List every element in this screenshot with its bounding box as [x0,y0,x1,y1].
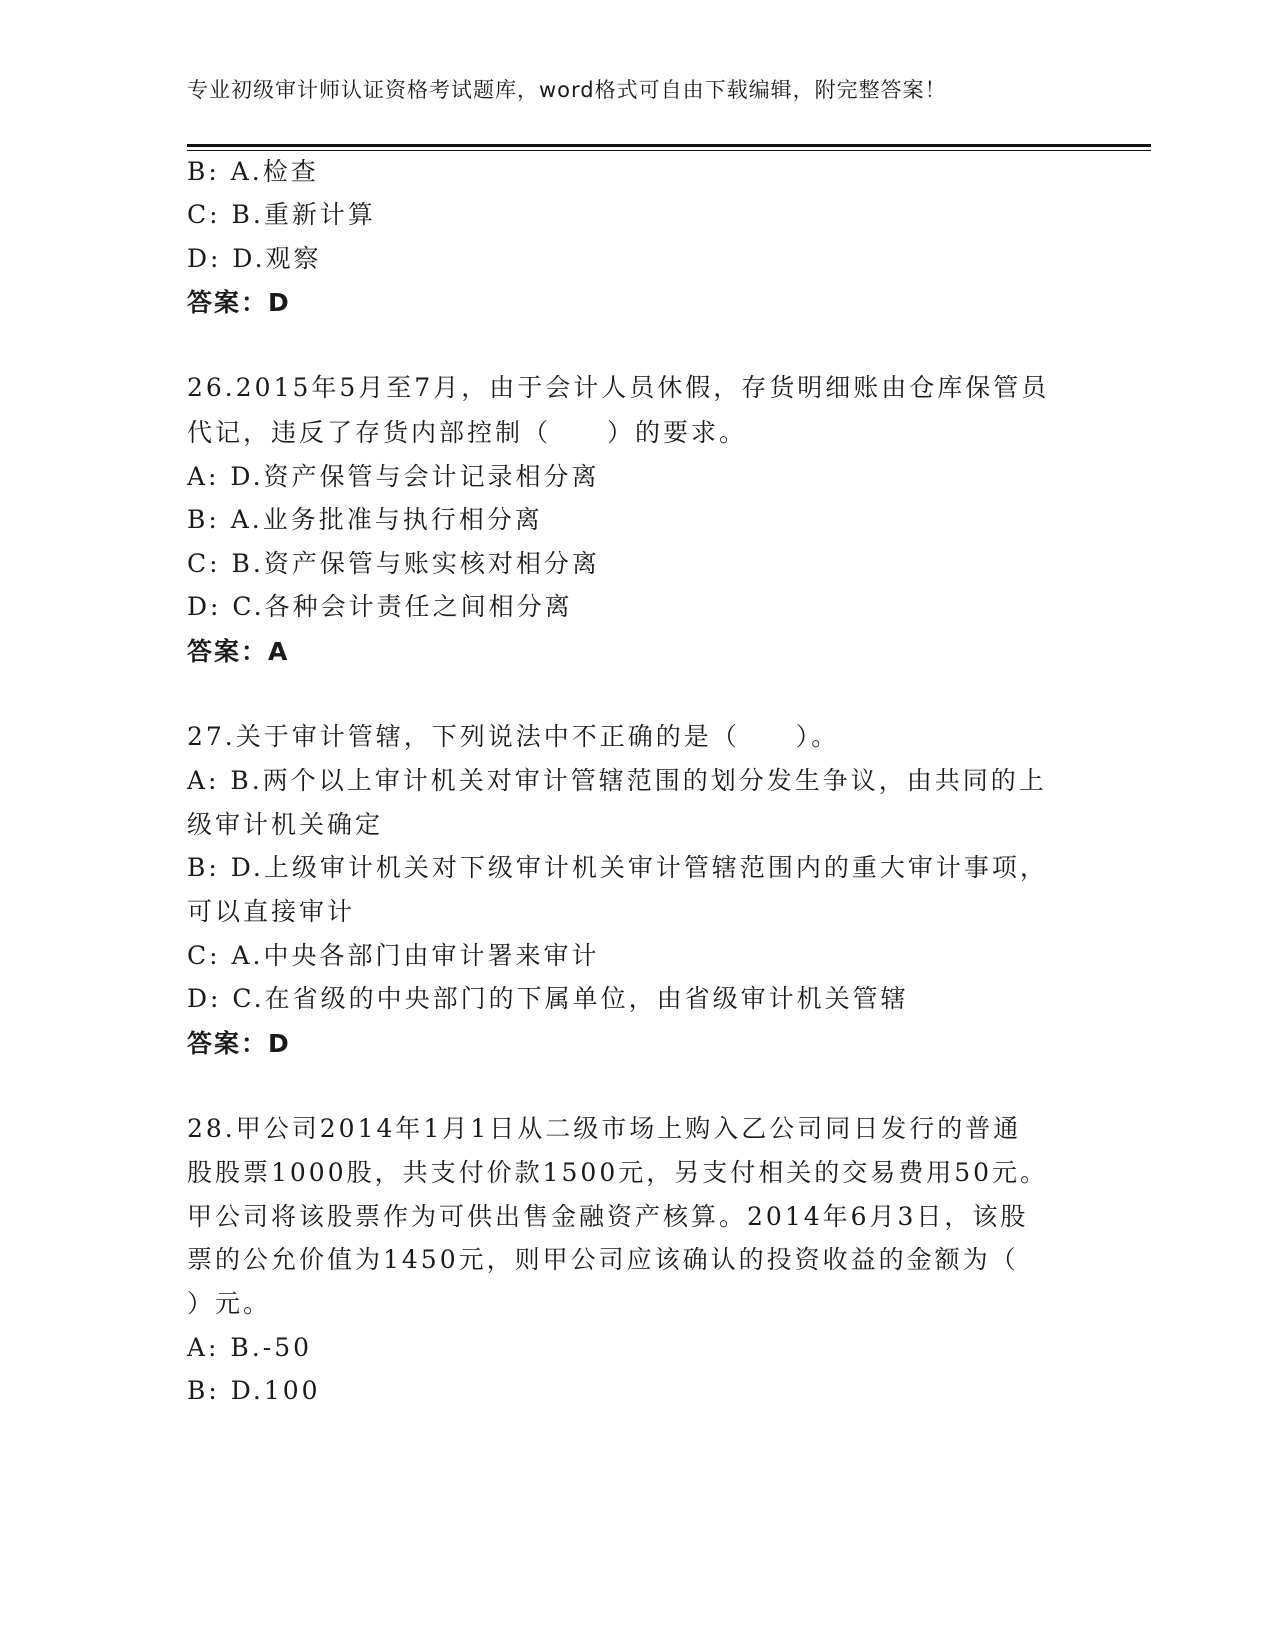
header-rule-thin [187,150,1151,151]
q27-answer: 答案：D [187,1029,291,1058]
q27-option-a-line-2: 级审计机关确定 [187,810,384,839]
q26-answer: 答案：A [187,637,290,666]
prev-option-d: D: D.观察 [187,244,322,273]
q28-option-b: B: D.100 [187,1376,321,1405]
q27-option-b-line-1: B: D.上级审计机关对下级审计机关审计管辖范围内的重大审计事项， [187,853,1048,882]
q27-stem-line-1: 27.关于审计管辖，下列说法中不正确的是（ ）。 [187,722,840,751]
q26-stem-line-1: 26.2015年5月至7月，由于会计人员休假，存货明细账由仓库保管员 [187,373,1050,402]
q26-option-c: C: B.资产保管与账实核对相分离 [187,549,600,578]
header-rule-thick [187,144,1151,147]
q27-option-a-line-1: A: B.两个以上审计机关对审计管辖范围的划分发生争议，由共同的上 [187,766,1047,795]
prev-option-c: C: B.重新计算 [187,200,376,229]
q27-option-c: C: A.中央各部门由审计署来审计 [187,941,600,970]
prev-option-b: B: A.检查 [187,157,319,186]
q26-stem-line-2: 代记，违反了存货内部控制（ ）的要求。 [187,418,748,447]
q27-option-d: D: C.在省级的中央部门的下属单位，由省级审计机关管辖 [187,984,909,1013]
q27-option-b-line-2: 可以直接审计 [187,897,356,926]
q28-stem-line-5: ）元。 [187,1289,272,1318]
prev-answer: 答案：D [187,288,291,317]
q28-option-a: A: B.-50 [187,1333,313,1362]
page-header: 专业初级审计师认证资格考试题库，word格式可自由下载编辑，附完整答案！ [187,78,947,102]
q26-option-b: B: A.业务批准与执行相分离 [187,505,543,534]
q28-stem-line-1: 28.甲公司2014年1月1日从二级市场上购入乙公司同日发行的普通 [187,1114,1022,1143]
q28-stem-line-4: 票的公允价值为1450元，则甲公司应该确认的投资收益的金额为（ [187,1245,1019,1274]
q28-stem-line-3: 甲公司将该股票作为可供出售金融资产核算。2014年6月3日，该股 [187,1202,1029,1231]
q26-option-d: D: C.各种会计责任之间相分离 [187,592,573,621]
q28-stem-line-2: 股股票1000股，共支付价款1500元，另支付相关的交易费用50元。 [187,1158,1049,1187]
q26-option-a: A: D.资产保管与会计记录相分离 [187,462,600,491]
